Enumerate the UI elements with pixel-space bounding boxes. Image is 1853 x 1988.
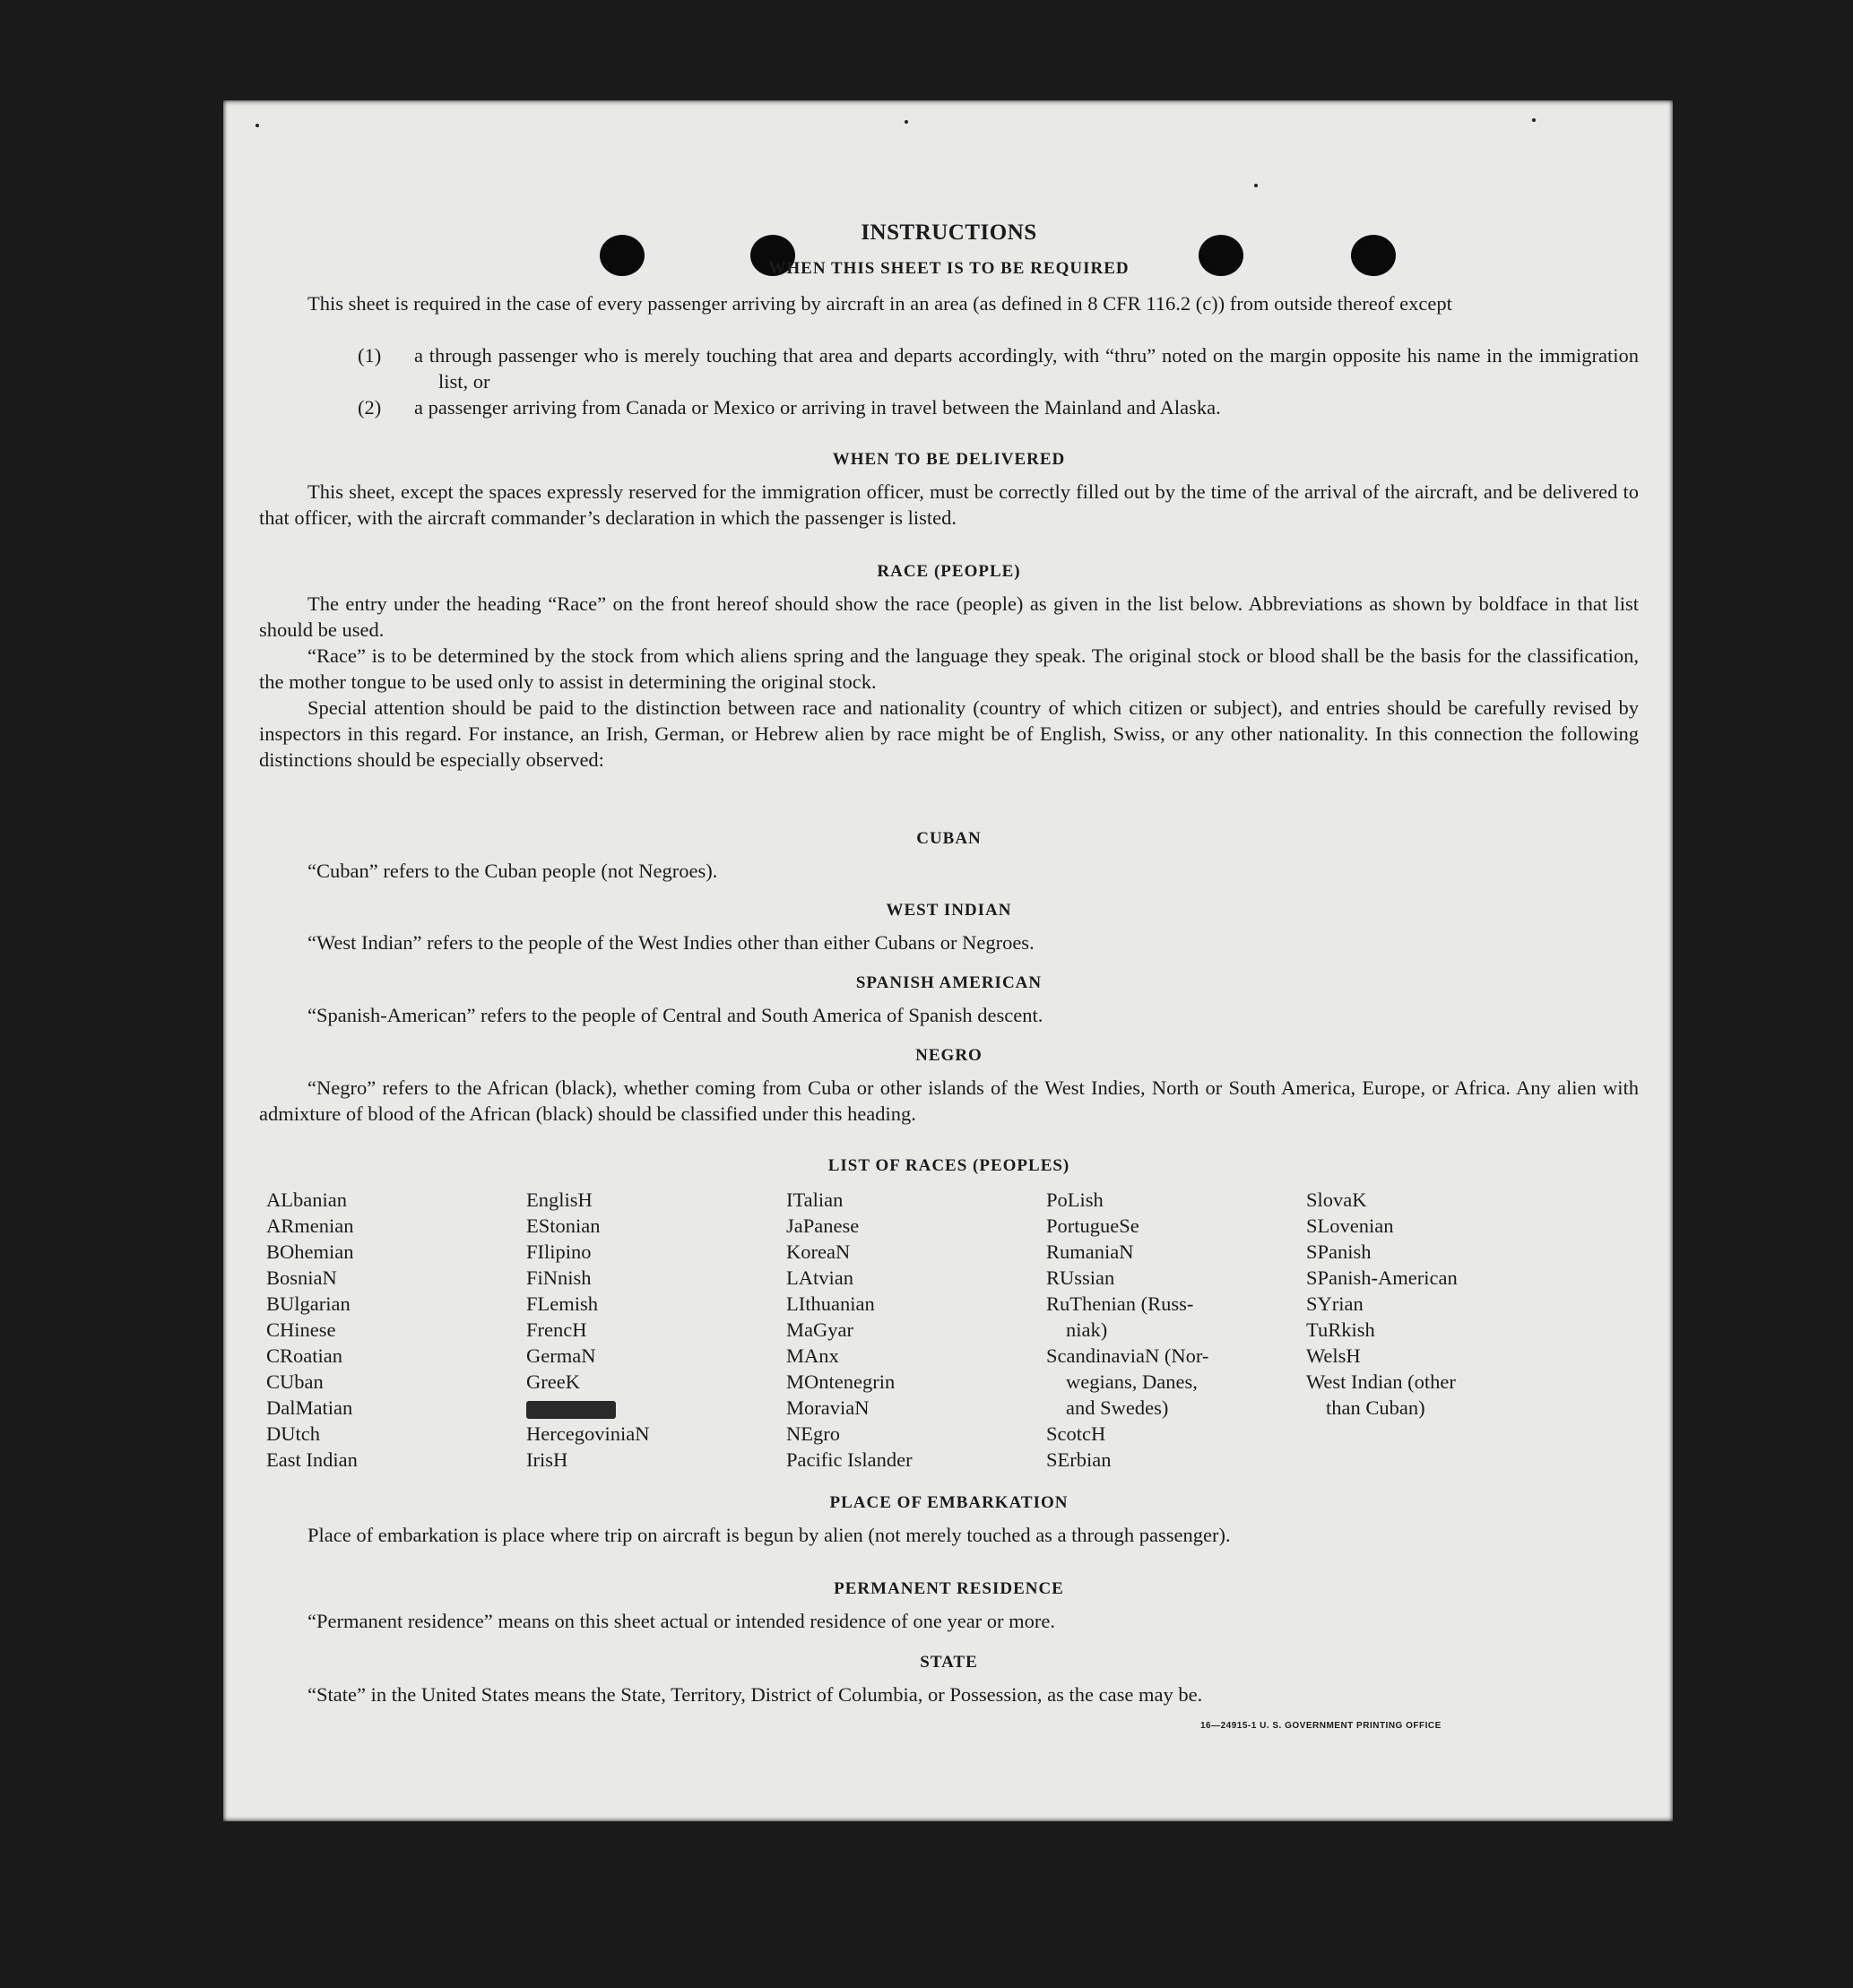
cuban-text: “Cuban” refers to the Cuban people (not Negroes). [307, 860, 718, 882]
race-entry: WelsH [1306, 1344, 1361, 1367]
embarkation-text: Place of embarkation is place where trip on aircraft is begun by alien (not merely touched as a through passenger). [307, 1524, 1231, 1546]
race-entry: JaPanese [786, 1214, 860, 1237]
race-entry: RumaniaN [1046, 1240, 1134, 1263]
race-entry: West Indian (other [1306, 1370, 1456, 1393]
race-entry: MAnx [786, 1344, 839, 1367]
race-entry: CUban [266, 1370, 324, 1393]
race-paragraph: Special attention should be paid to the distinction between race and nationality (country of which citizen or subject), and entries should be carefully revised by inspectors in this regard. For instance, an Irish, German, or Hebrew alien by race might be of English, Swiss, or any other nationality. In this connection the following distinctions should be especially observed: [259, 696, 1639, 771]
negro-text: “Negro” refers to the African (black), whether coming from Cuba or other islands of the West Indies, North or South America, Europe, or Africa. Any alien with admixture of blood of the African (black) should be classified under this heading. [259, 1076, 1639, 1125]
residence-text: “Permanent residence” means on this sheet actual or intended residence of one year or more. [307, 1610, 1056, 1632]
races-column [1306, 1187, 1458, 1421]
section-heading-spanish-american: SPANISH AMERICAN [855, 973, 1043, 992]
race-entry: EStonian [526, 1214, 601, 1237]
state-text: “State” in the United States means the State, Territory, District of Columbia, or Possession, as the case may be. [307, 1683, 1203, 1706]
race-entry: SErbian [1046, 1448, 1112, 1471]
race-entry: SPanish-American [1306, 1266, 1458, 1289]
page-title: INSTRUCTIONS [861, 220, 1037, 245]
race-entry: PortugueSe [1046, 1214, 1139, 1237]
races-column [266, 1187, 358, 1473]
section-heading-race: RACE (PEOPLE) [877, 562, 1021, 581]
race-entry: RuThenian (Russ- [1046, 1292, 1194, 1315]
section-heading-cuban: CUBAN [916, 829, 982, 848]
race-entry: SLovenian [1306, 1214, 1394, 1237]
speck [905, 120, 908, 124]
speck [255, 124, 259, 127]
race-entry: KoreaN [786, 1240, 851, 1263]
item-text: a passenger arriving from Canada or Mexico or arriving in travel between the Mainland and Alaska. [414, 396, 1221, 419]
speck [1532, 118, 1536, 122]
race-entry: DalMatian [266, 1396, 353, 1419]
race-entry: MaGyar [786, 1318, 853, 1341]
section-heading-west-indian: WEST INDIAN [886, 901, 1012, 920]
race-entry: BOhemian [266, 1240, 354, 1263]
race-entry: BosniaN [266, 1266, 337, 1289]
speck [1254, 184, 1258, 187]
races-column [1046, 1187, 1208, 1473]
race-entry: SPanish [1306, 1240, 1372, 1263]
race-paragraph: The entry under the heading “Race” on the front hereof should show the race (people) as given in the list below. Abbreviations as shown by boldface in that list should be used. [259, 592, 1639, 641]
race-entry: Pacific Islander [786, 1448, 913, 1471]
race-entry: FiNnish [526, 1266, 592, 1289]
race-entry: LIthuanian [786, 1292, 875, 1315]
race-entry: HercegoviniaN [526, 1422, 650, 1445]
race-entry: CRoatian [266, 1344, 342, 1367]
when-required-intro: This sheet is required in the case of every passenger arriving by aircraft in an area (as defined in 8 CFR 116.2 (c)) from outside thereof except [307, 292, 1452, 315]
race-entry: GermaN [526, 1344, 596, 1367]
race-entry: MOntenegrin [786, 1370, 896, 1393]
race-entry: ScotcH [1046, 1422, 1106, 1445]
section-heading-embarkation: PLACE OF EMBARKATION [829, 1493, 1069, 1512]
exception-item [259, 394, 1639, 420]
section-heading-state: STATE [920, 1653, 978, 1672]
item-number: (2) [358, 396, 382, 419]
race-entry: FIlipino [526, 1240, 592, 1263]
race-entry: ITalian [786, 1188, 844, 1211]
when-delivered-text: This sheet, except the spaces expressly reserved for the immigration officer, must be correctly filled out by the time of the arrival of the aircraft, and be delivered to that officer, with the aircraft commander’s declaration in which the passenger is listed. [259, 480, 1639, 529]
race-entry-continued: than Cuban) [1326, 1396, 1425, 1419]
race-paragraph: “Race” is to be determined by the stock from which aliens spring and the language they speak. The original stock or blood shall be the basis for the classification, the mother tongue to be used only to assist in determining the original stock. [259, 644, 1639, 693]
section-heading-when-delivered: WHEN TO BE DELIVERED [832, 450, 1066, 469]
race-entry: East Indian [266, 1448, 358, 1471]
document-page [223, 100, 1673, 1821]
races-column [786, 1187, 913, 1473]
race-entry: CHinese [266, 1318, 336, 1341]
race-entry: NEgro [786, 1422, 840, 1445]
race-entry: ARmenian [266, 1214, 354, 1237]
section-heading-residence: PERMANENT RESIDENCE [834, 1579, 1064, 1598]
redacted-race-entry [526, 1395, 649, 1421]
redaction-mark [526, 1401, 616, 1419]
race-entry: GreeK [526, 1370, 580, 1393]
race-entry-continued: and Swedes) [1066, 1396, 1169, 1419]
race-entry: LAtvian [786, 1266, 853, 1289]
west-indian-text: “West Indian” refers to the people of the West Indies other than either Cubans or Negroes. [307, 931, 1035, 954]
race-entry: PoLish [1046, 1188, 1104, 1211]
race-entry: SlovaK [1306, 1188, 1367, 1211]
race-entry: ScandinaviaN (Nor- [1046, 1344, 1209, 1367]
race-entry: MoraviaN [786, 1396, 870, 1419]
spanish-american-text: “Spanish-American” refers to the people of Central and South America of Spanish descent. [307, 1004, 1043, 1026]
race-entry: FLemish [526, 1292, 599, 1315]
race-entry: SYrian [1306, 1292, 1364, 1315]
race-entry: TuRkish [1306, 1318, 1375, 1341]
race-entry-continued: niak) [1066, 1318, 1108, 1341]
race-entry-continued: wegians, Danes, [1066, 1370, 1198, 1393]
section-heading-when-required: WHEN THIS SHEET IS TO BE REQUIRED [768, 259, 1130, 278]
item-text: a through passenger who is merely touching that area and departs accordingly, with “thru” noted on the margin opposite his name in the immigration list, or [414, 344, 1639, 393]
printer-imprint: 16—24915-1 U. S. GOVERNMENT PRINTING OFFICE [1200, 1721, 1442, 1731]
race-entry: FrencH [526, 1318, 587, 1341]
race-entry: EnglisH [526, 1188, 593, 1211]
exception-item [259, 342, 1639, 394]
section-heading-negro: NEGRO [915, 1046, 983, 1065]
race-entry: DUtch [266, 1422, 320, 1445]
section-heading-list-of-races: LIST OF RACES (PEOPLES) [827, 1156, 1070, 1175]
race-entry: BUlgarian [266, 1292, 351, 1315]
races-column [526, 1187, 649, 1473]
race-entry: ALbanian [266, 1188, 347, 1211]
race-entry: RUssian [1046, 1266, 1115, 1289]
race-entry: IrisH [526, 1448, 568, 1471]
item-number: (1) [358, 344, 382, 367]
